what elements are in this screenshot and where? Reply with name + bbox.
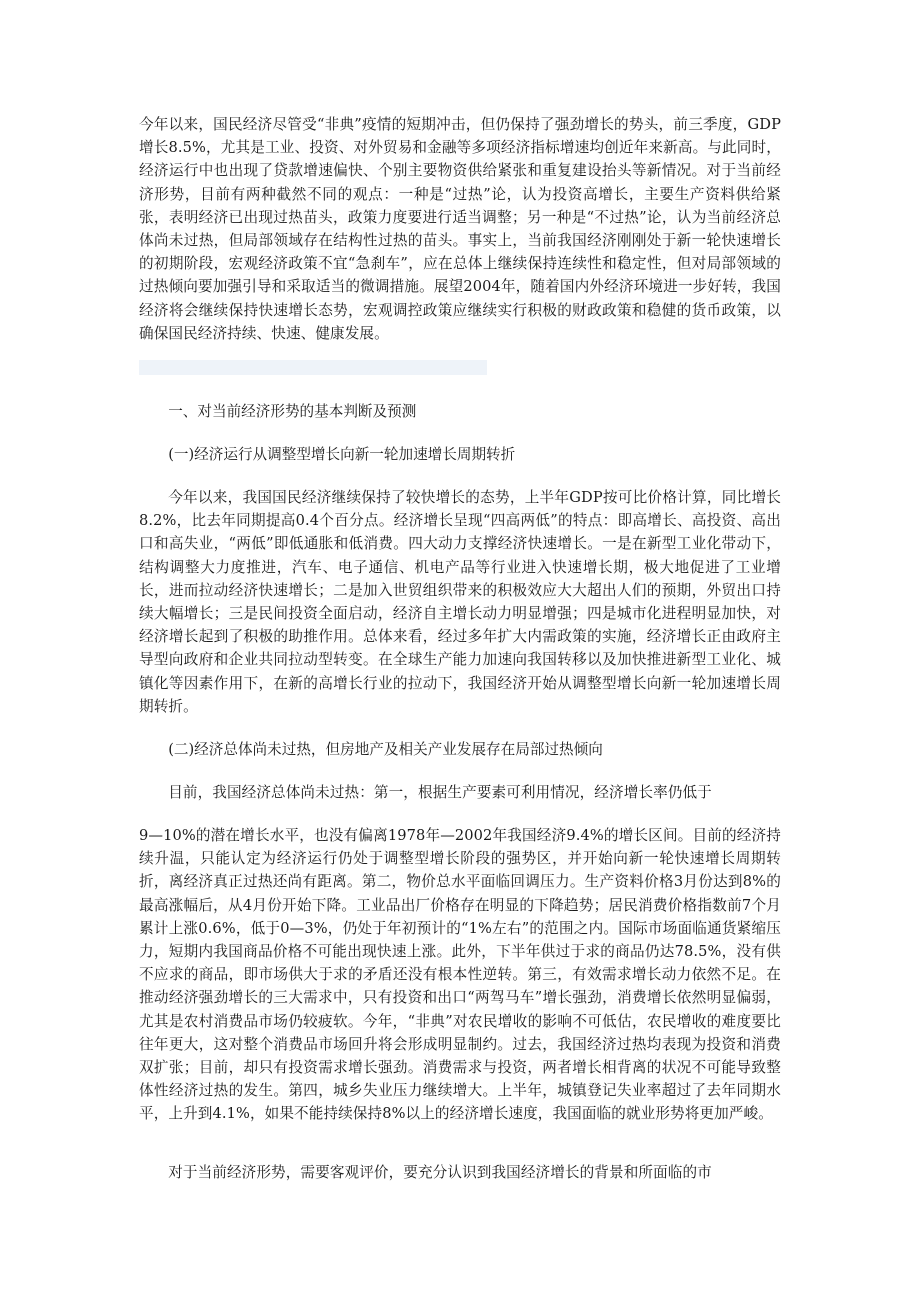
- closing-paragraph: 对于当前经济形势，需要客观评价，要充分认识到我国经济增长的背景和所面临的市: [168, 1164, 712, 1181]
- subsection-2-body: 9—10%的潜在增长水平，也没有偏离1978年—2002年我国经济9.4%的增长区间。目前的经济持续升温，只能认定为经济运行仍处于调整型增长阶段的强势区，并开始向新一轮快速增长周期转折，离经济真正过热还尚有距离。第二，物价总水平面临回调压力。生产资料价格3月份达到8%的最高涨幅后，从4月份开始下降。工业品出厂价格存在明显的下降趋势；居民消费价格指数前7个月累计上涨0.6%，低于0—3%，仍处于年初预计的“1%左右”的范围之内。国际市场面临通货紧缩压力，短期内我国商品价格不可能出现快速上涨。此外，下半年供过于求的商品仍达78.5%，没有供不应求的商品，即市场供大于求的矛盾还没有根本性逆转。第三，有效需求增长动力依然不足。在推动经济强劲增长的三大需求中，只有投资和出口“两驾马车”增长强劲，消费增长依然明显偏弱，尤其是农村消费品市场仍较疲软。今年，“非典”对农民增收的影响不可低估，农民增收的难度要比往年更大，这对整个消费品市场回升将会形成明显制约。过去，我国经济过热均表现为投资和消费双扩张；目前，却只有投资需求增长强劲。消费需求与投资，两者增长相背离的状况不可能导致整体性经济过热的发生。第四，城乡失业压力继续增大。上半年，城镇登记失业率超过了去年同期水平，上升到4.1%，如果不能持续保持8%以上的经济增长速度，我国面临的就业形势将更加严峻。: [139, 827, 781, 1123]
- intro-paragraph: 今年以来，国民经济尽管受“非典”疫情的短期冲击，但仍保持了强劲增长的势头，前三季度，GDP增长8.5%，尤其是工业、投资、对外贸易和金融等多项经济指标增速均创近年来新高。与此同时，经济运行中也出现了贷款增速偏快、个别主要物资供给紧张和重复建设抬头等新情况。对于当前经济形势，目前有两种截然不同的观点：一种是“过热”论，认为投资高增长，主要生产资料供给紧张，表明经济已出现过热苗头，政策力度要进行适当调整；另一种是“不过热”论，认为当前经济总体尚未过热，但局部领域存在结构性过热的苗头。事实上，当前我国经济刚刚处于新一轮快速增长的初期阶段，宏观经济政策不宜“急刹车”，应在总体上继续保持连续性和稳定性，但对局部领域的过热倾向要加强引导和采取适当的微调措施。展望2004年，随着国内外经济环境进一步好转，我国经济将会继续保持快速增长态势，宏观调控政策应继续实行积极的财政政策和稳健的货币政策，以确保国民经济持续、快速、健康发展。: [139, 116, 781, 342]
- section-heading-1: 一、对当前经济形势的基本判断及预测: [168, 403, 417, 420]
- subsection-2-lead: 目前，我国经济总体尚未过热：第一，根据生产要素可利用情况，经济增长率仍低于: [168, 784, 712, 801]
- subsection-heading-1: (一)经济运行从调整型增长向新一轮加速增长周期转折: [168, 446, 516, 463]
- subsection-heading-2: (二)经济总体尚未过热，但房地产及相关产业发展存在局部过热倾向: [168, 741, 603, 758]
- highlight-divider: [139, 360, 487, 375]
- subsection-1-body: 今年以来，我国国民经济继续保持了较快增长的态势，上半年GDP按可比价格计算，同比增长8.2%，比去年同期提高0.4个百分点。经济增长呈现“四高两低”的特点：即高增长、高投资、高出口和高失业，“两低”即低通胀和低消费。四大动力支撑经济快速增长。一是在新型工业化带动下，结构调整大力度推进，汽车、电子通信、机电产品等行业进入快速增长期，极大地促进了工业增长，进而拉动经济快速增长；二是加入世贸组织带来的积极效应大大超出人们的预期，外贸出口持续大幅增长；三是民间投资全面启动，经济自主增长动力明显增强；四是城市化进程明显加快，对经济增长起到了积极的助推作用。总体来看，经过多年扩大内需政策的实施，经济增长正由政府主导型向政府和企业共同拉动型转变。在全球生产能力加速向我国转移以及加快推进新型工业化、城镇化等因素作用下，在新的高增长行业的拉动下，我国经济开始从调整型增长向新一轮加速增长周期转折。: [139, 489, 781, 715]
